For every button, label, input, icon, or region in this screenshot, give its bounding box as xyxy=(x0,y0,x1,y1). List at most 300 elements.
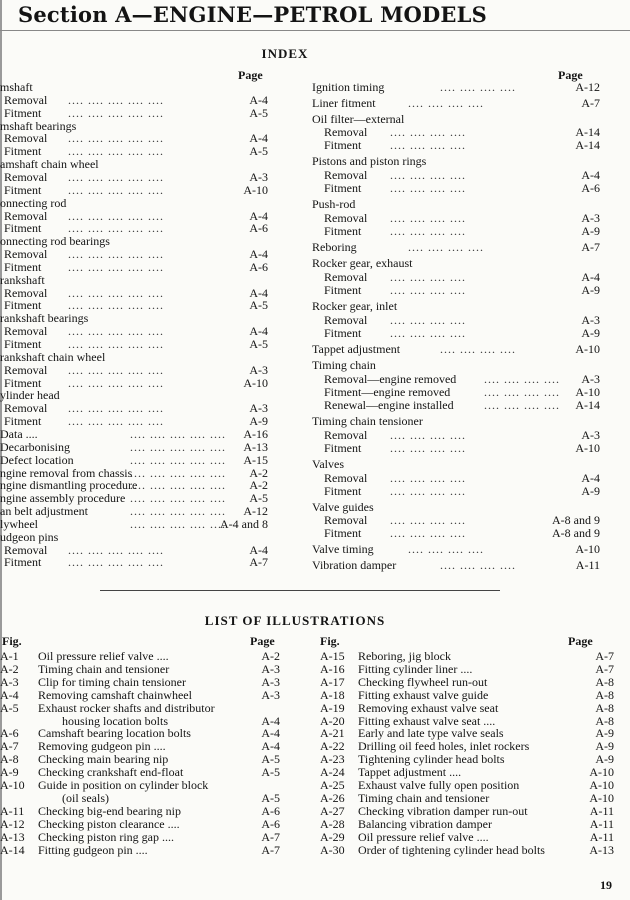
index-entry-label: Defect location xyxy=(0,452,74,467)
index-subentry-label: Fitment xyxy=(4,414,42,429)
illustration-page-ref: A-8 xyxy=(595,700,614,715)
index-page-ref: A-10 xyxy=(575,441,600,455)
illustration-title: housing location bolts xyxy=(62,713,168,728)
index-subentry-label: Fitment xyxy=(4,144,42,159)
index-subentry-label: Fitment xyxy=(4,298,42,313)
illustration-page-ref: A-2 xyxy=(261,649,280,663)
leader-dots: .... .... .... .... xyxy=(390,471,466,485)
index-page-ref: A-6 xyxy=(249,221,268,236)
leader-dots: .... .... .... .... xyxy=(390,313,466,327)
index-entry xyxy=(0,94,300,107)
index-page-ref: A-3 xyxy=(581,372,600,386)
index-entry xyxy=(308,415,608,428)
figure-number: A-25 xyxy=(320,778,345,792)
index-page-ref: A-9 xyxy=(581,224,600,238)
figure-number: A-13 xyxy=(0,829,25,844)
leader-dots: .... .... .... .... xyxy=(408,240,484,254)
index-page-label-left: Page xyxy=(238,68,263,82)
leader-dots: .... .... .... .... .... xyxy=(68,247,164,262)
leader-dots: .... .... .... .... xyxy=(390,125,466,139)
leader-dots: .... .... .... .... .... xyxy=(68,375,164,390)
index-page-ref: A-4 and 8 xyxy=(220,516,268,531)
index-subentry-label: Removal xyxy=(4,542,48,557)
illustration-entry xyxy=(318,663,618,675)
illustration-entry xyxy=(318,702,618,714)
index-subentry-label: Removal xyxy=(4,169,48,184)
index-subentry-label: Removal xyxy=(324,428,368,442)
illustration-page-ref: A-8 xyxy=(595,713,614,728)
figure-number: A-26 xyxy=(320,790,345,805)
illustration-entry xyxy=(0,663,300,675)
index-page-ref: A-3 xyxy=(581,428,600,442)
index-subentry-label: Fitment xyxy=(324,138,362,152)
illustration-entry xyxy=(318,740,618,752)
figure-number: A-27 xyxy=(320,803,345,818)
illustrations-right-column xyxy=(318,650,618,890)
illustration-title: Tappet adjustment .... xyxy=(358,765,462,780)
index-page-ref: A-4 xyxy=(249,542,268,557)
index-entry-label: Vibration damper xyxy=(312,558,397,572)
leader-dots: .... .... .... .... .... xyxy=(130,452,226,467)
index-left-column xyxy=(0,81,300,681)
figure-number: A-11 xyxy=(0,803,25,818)
illustration-entry xyxy=(318,727,618,739)
index-entry xyxy=(0,261,300,274)
index-entry xyxy=(308,257,608,270)
index-entry-label: Timing chain xyxy=(312,358,376,372)
illustration-title: Exhaust rocker shafts and distributor xyxy=(38,700,215,715)
illustration-page-ref: A-7 xyxy=(261,829,280,844)
index-page-ref: A-7 xyxy=(249,555,268,570)
illustration-entry xyxy=(318,831,618,843)
index-entry xyxy=(308,442,608,455)
figure-number: A-8 xyxy=(0,752,19,767)
index-subentry-label: Fitment xyxy=(4,221,42,236)
index-entry xyxy=(308,198,608,211)
leader-dots: .... .... .... .... xyxy=(390,224,466,238)
index-body xyxy=(0,81,630,581)
figure-number: A-16 xyxy=(320,661,345,676)
index-subentry-label: Removal xyxy=(4,401,48,416)
index-subentry-label: Removal xyxy=(4,247,48,262)
leader-dots: .... .... .... .... .... xyxy=(130,426,226,441)
illustration-title: Checking flywheel run-out xyxy=(358,674,488,689)
figure-number: A-22 xyxy=(320,739,345,754)
index-entry-label: mshaft xyxy=(0,80,33,94)
figure-number: A-3 xyxy=(0,674,19,689)
leader-dots: .... .... .... .... xyxy=(390,181,466,195)
fig-label-right: Fig. xyxy=(320,634,340,648)
illustration-entry xyxy=(0,727,300,739)
leader-dots: .... .... .... .... xyxy=(440,342,516,356)
index-entry-label: Tappet adjustment xyxy=(312,342,401,356)
index-entry xyxy=(308,284,608,297)
index-page-ref: A-10 xyxy=(243,182,268,197)
index-page-ref: A-3 xyxy=(249,401,268,416)
index-page-ref: A-11 xyxy=(575,558,600,572)
index-page-ref: A-9 xyxy=(249,414,268,429)
index-subentry-label: Fitment xyxy=(4,337,42,351)
leader-dots: .... .... .... .... xyxy=(390,283,466,297)
index-page-ref: A-10 xyxy=(243,375,268,390)
illustration-page-ref: A-11 xyxy=(589,803,614,818)
illustration-page-ref: A-7 xyxy=(595,661,614,676)
index-subentry-label: Removal xyxy=(4,285,48,300)
section-divider xyxy=(100,590,500,591)
index-entry-label: Decarbonising xyxy=(0,439,70,454)
index-page-ref: A-7 xyxy=(581,240,600,254)
index-page-ref: A-9 xyxy=(581,326,600,340)
leader-dots: .... .... .... .... xyxy=(408,542,484,556)
leader-dots: .... .... .... .... .... xyxy=(68,414,164,429)
index-page-ref: A-13 xyxy=(243,439,268,454)
index-entry xyxy=(308,543,608,556)
index-entry xyxy=(0,531,300,544)
index-entry xyxy=(308,97,608,110)
illustration-entry xyxy=(0,831,300,843)
illustration-page-ref: A-3 xyxy=(261,661,280,676)
index-page-ref: A-3 xyxy=(581,313,600,327)
leader-dots: .... .... .... .... .... xyxy=(68,169,164,184)
illustration-entry xyxy=(0,779,300,791)
leader-dots: .... .... .... .... xyxy=(390,484,466,498)
index-page-ref: A-5 xyxy=(249,144,268,159)
illustration-entry xyxy=(318,715,618,727)
index-page-ref: A-4 xyxy=(249,285,268,300)
index-entry-label: rankshaft bearings xyxy=(0,311,89,326)
leader-dots: .... .... .... .... xyxy=(484,398,560,412)
figure-number: A-24 xyxy=(320,765,345,780)
index-entry xyxy=(0,107,300,120)
illustration-page-ref: A-6 xyxy=(261,816,280,831)
illustration-entry xyxy=(0,805,300,817)
index-page-ref: A-4 xyxy=(249,208,268,223)
index-entry-label: Rocker gear, inlet xyxy=(312,299,398,313)
index-page-ref: A-4 xyxy=(249,131,268,146)
illustration-page-ref: A-5 xyxy=(261,752,280,767)
illustration-title: Guide in position on cylinder block xyxy=(38,778,209,792)
figure-number: A-5 xyxy=(0,700,19,715)
leader-dots: .... .... .... .... .... xyxy=(68,144,164,159)
index-page-ref: A-3 xyxy=(581,211,600,225)
leader-dots: .... .... .... .... .... xyxy=(130,478,226,493)
illustration-entry xyxy=(0,844,300,856)
figure-number: A-12 xyxy=(0,816,25,831)
leader-dots: .... .... .... .... .... xyxy=(68,92,164,107)
index-entry xyxy=(308,225,608,238)
index-entry-label: ngine assembly procedure xyxy=(0,491,126,506)
leader-dots: .... .... .... .... xyxy=(484,372,560,386)
index-entry xyxy=(0,351,300,364)
index-entry-label: ylinder head xyxy=(0,388,60,403)
leader-dots: .... .... .... .... .... xyxy=(68,298,164,313)
illustration-page-ref: A-4 xyxy=(261,713,280,728)
index-subentry-label: Fitment—engine removed xyxy=(324,385,451,399)
leader-dots: .... .... .... .... .... xyxy=(68,401,164,416)
index-entry-label: udgeon pins xyxy=(0,529,59,544)
index-right-column xyxy=(308,81,608,681)
figure-number: A-1 xyxy=(0,649,19,663)
illustration-entry xyxy=(0,689,300,701)
index-entry xyxy=(308,359,608,372)
section-title: Section A—ENGINE—PETROL MODELS xyxy=(18,2,487,27)
index-subentry-label: Removal xyxy=(324,270,368,284)
index-heading: INDEX xyxy=(261,46,309,61)
leader-dots: .... .... .... .... xyxy=(390,270,466,284)
index-subentry-label: Removal xyxy=(324,471,368,485)
index-page-ref: A-2 xyxy=(249,478,268,493)
index-page-ref: A-12 xyxy=(575,80,600,94)
figure-number: A-17 xyxy=(320,674,345,689)
illustration-title: Tightening cylinder head bolts xyxy=(358,752,505,767)
illustration-entry xyxy=(318,753,618,765)
leader-dots: .... .... .... .... .... xyxy=(68,542,164,557)
index-entry-label: Data .... xyxy=(0,426,38,441)
illustration-entry xyxy=(318,676,618,688)
index-entry xyxy=(308,241,608,254)
illustration-entry xyxy=(318,792,618,804)
index-entry xyxy=(308,485,608,498)
index-entry-label: Push-rod xyxy=(312,197,356,211)
illustration-entry xyxy=(318,818,618,830)
illustration-title: Early and late type valve seals xyxy=(358,726,504,741)
index-page-ref: A-5 xyxy=(249,298,268,313)
leader-dots: .... .... .... .... .... xyxy=(130,504,226,519)
index-page-ref: A-14 xyxy=(575,398,600,412)
illustration-title: Order of tightening cylinder head bolts xyxy=(358,842,545,857)
index-subentry-label: Fitment xyxy=(324,484,362,498)
figure-number: A-4 xyxy=(0,687,19,702)
figure-number: A-7 xyxy=(0,739,19,754)
illustration-title: Timing chain and tensioner xyxy=(38,661,170,676)
index-entry xyxy=(0,171,300,184)
index-entry xyxy=(0,441,300,454)
illustration-page-ref: A-9 xyxy=(595,726,614,741)
index-page-ref: A-4 xyxy=(249,247,268,262)
illustration-title: Clip for timing chain tensioner xyxy=(38,674,186,689)
index-subentry-label: Renewal—engine installed xyxy=(324,398,454,412)
illustration-page-ref: A-9 xyxy=(595,739,614,754)
index-subentry-label: Removal xyxy=(4,92,48,107)
leader-dots: .... .... .... .... .... xyxy=(130,491,226,506)
index-entry xyxy=(308,139,608,152)
index-entry-label: an belt adjustment xyxy=(0,504,88,519)
index-entry-label: ngine removal from chassis xyxy=(0,465,133,480)
illustrations-left-column xyxy=(0,650,300,890)
illustration-page-ref: A-7 xyxy=(261,842,280,857)
leader-dots: .... .... .... .... .... xyxy=(130,516,226,531)
index-subentry-label: Removal xyxy=(324,513,368,527)
index-entry-label: Oil filter—external xyxy=(312,112,405,126)
illustration-title: Oil pressure relief valve .... xyxy=(358,829,489,844)
title-underline xyxy=(0,30,630,31)
illustration-entry xyxy=(318,650,618,662)
illustration-page-ref: A-10 xyxy=(589,765,614,780)
index-page-ref: A-4 xyxy=(249,324,268,339)
index-entry xyxy=(0,518,300,531)
leader-dots: .... .... .... .... .... xyxy=(68,182,164,197)
index-entry xyxy=(0,274,300,287)
leader-dots: .... .... .... .... xyxy=(390,168,466,182)
index-subentry-label: Fitment xyxy=(4,259,42,274)
index-entry-label: Liner fitment xyxy=(312,96,376,110)
index-entry-label: rankshaft xyxy=(0,272,45,287)
index-subentry-label: Removal xyxy=(4,131,48,146)
illustration-title: Exhaust valve fully open position xyxy=(358,778,520,792)
illustration-title: Checking crankshaft end-float xyxy=(38,765,184,780)
index-entry xyxy=(0,197,300,210)
index-entry xyxy=(308,527,608,540)
leader-dots: .... .... .... .... xyxy=(390,326,466,340)
index-page-ref: A-7 xyxy=(581,96,600,110)
illustration-entry xyxy=(318,779,618,791)
index-entry-label: amshaft chain wheel xyxy=(0,157,99,172)
leader-dots: .... .... .... .... xyxy=(390,441,466,455)
index-entry xyxy=(0,364,300,377)
illustration-title: Reboring, jig block xyxy=(358,649,451,663)
index-entry-label: Valve guides xyxy=(312,500,374,514)
illustration-page-ref: A-4 xyxy=(261,726,280,741)
leader-dots: .... .... .... .... .... xyxy=(68,131,164,146)
illustration-entry xyxy=(318,689,618,701)
illustrations-heading: LIST OF ILLUSTRATIONS xyxy=(204,613,386,628)
index-entry xyxy=(308,343,608,356)
index-page-ref: A-6 xyxy=(249,259,268,274)
index-entry xyxy=(0,184,300,197)
illustration-entry xyxy=(0,753,300,765)
index-page-ref: A-16 xyxy=(243,426,268,441)
illustration-entry xyxy=(0,740,300,752)
illustration-entry xyxy=(0,792,300,804)
index-entry-label: lywheel xyxy=(0,516,38,531)
index-entry-label: Timing chain tensioner xyxy=(312,414,423,428)
leader-dots: .... .... .... .... xyxy=(390,211,466,225)
illustration-title: Removing exhaust valve seat xyxy=(358,700,499,715)
index-entry xyxy=(308,559,608,572)
index-entry-label: mshaft bearings xyxy=(0,118,77,133)
index-entry-label: onnecting rod xyxy=(0,195,67,210)
index-entry-label: rankshaft chain wheel xyxy=(0,349,106,364)
index-subentry-label: Removal xyxy=(324,125,368,139)
illustration-entry xyxy=(0,818,300,830)
index-entry xyxy=(308,155,608,168)
illustration-title: Checking piston clearance .... xyxy=(38,816,180,831)
leader-dots: .... .... .... .... .... xyxy=(68,208,164,223)
index-page-ref: A-9 xyxy=(581,484,600,498)
figure-number: A-14 xyxy=(0,842,25,857)
index-entry-label: Valve timing xyxy=(312,542,374,556)
illustration-page-ref: A-13 xyxy=(589,842,614,857)
illustration-title: Removing gudgeon pin .... xyxy=(38,739,166,754)
index-page-ref: A-9 xyxy=(581,283,600,297)
index-subentry-label: Fitment xyxy=(4,182,42,197)
illustration-page-ref: A-4 xyxy=(261,739,280,754)
index-subentry-label: Fitment xyxy=(4,375,42,390)
illustration-entry xyxy=(318,805,618,817)
index-entry-label: Reboring xyxy=(312,240,357,254)
leader-dots: .... .... .... .... xyxy=(440,80,516,94)
illustration-page-ref: A-8 xyxy=(595,674,614,689)
ill-page-label-left: Page xyxy=(250,634,275,648)
index-entry xyxy=(308,399,608,412)
index-page-ref: A-6 xyxy=(581,181,600,195)
figure-number: A-30 xyxy=(320,842,345,857)
index-entry xyxy=(0,454,300,467)
illustration-page-ref: A-9 xyxy=(595,752,614,767)
index-page-ref: A-5 xyxy=(249,491,268,506)
figure-number: A-18 xyxy=(320,687,345,702)
index-page-ref: A-10 xyxy=(575,385,600,399)
index-entry-label: Ignition timing xyxy=(312,80,385,94)
leader-dots: .... .... .... .... .... xyxy=(68,362,164,377)
leader-dots: .... .... .... .... xyxy=(408,96,484,110)
leader-dots: .... .... .... .... xyxy=(390,513,466,527)
index-subentry-label: Removal xyxy=(4,362,48,377)
ill-page-label-right: Page xyxy=(568,634,593,648)
index-page-ref: A-4 xyxy=(249,92,268,107)
index-entry xyxy=(0,428,300,441)
illustration-title: Fitting cylinder liner .... xyxy=(358,661,473,676)
index-page-ref: A-2 xyxy=(249,465,268,480)
illustration-page-ref: A-7 xyxy=(595,649,614,663)
index-page-ref: A-14 xyxy=(575,138,600,152)
leader-dots: .... .... .... .... .... xyxy=(68,285,164,300)
illustration-entry xyxy=(0,702,300,714)
index-entry-label: Valves xyxy=(312,457,344,471)
leader-dots: .... .... .... .... .... xyxy=(68,337,164,351)
illustration-title: Oil pressure relief valve .... xyxy=(38,649,169,663)
index-page-ref: A-15 xyxy=(243,452,268,467)
illustration-entry xyxy=(0,715,300,727)
index-page-ref: A-5 xyxy=(249,105,268,120)
index-entry xyxy=(308,327,608,340)
leader-dots: .... .... .... .... .... xyxy=(68,324,164,339)
index-page-ref: A-4 xyxy=(581,471,600,485)
index-subentry-label: Fitment xyxy=(324,181,362,195)
index-entry xyxy=(308,300,608,313)
index-subentry-label: Fitment xyxy=(324,526,362,540)
index-page-ref: A-14 xyxy=(575,125,600,139)
figure-number: A-10 xyxy=(0,778,25,792)
index-entry xyxy=(0,556,300,569)
illustration-title: Balancing vibration damper xyxy=(358,816,492,831)
illustration-title: Removing camshaft chainwheel xyxy=(38,687,192,702)
index-subentry-label: Removal—engine removed xyxy=(324,372,457,386)
index-subentry-label: Fitment xyxy=(324,283,362,297)
index-entry xyxy=(308,458,608,471)
index-page-ref: A-8 and 9 xyxy=(552,513,600,527)
illustration-page-ref: A-3 xyxy=(261,674,280,689)
figure-number: A-21 xyxy=(320,726,345,741)
illustration-page-ref: A-10 xyxy=(589,778,614,792)
leader-dots: .... .... .... .... xyxy=(390,526,466,540)
illustration-page-ref: A-11 xyxy=(589,816,614,831)
figure-number: A-20 xyxy=(320,713,345,728)
index-page-ref: A-3 xyxy=(249,362,268,377)
leader-dots: .... .... .... .... .... xyxy=(68,221,164,236)
illustration-page-ref: A-6 xyxy=(261,803,280,818)
index-entry-label: ngine dismantling procedure xyxy=(0,478,138,493)
leader-dots: .... .... .... .... .... xyxy=(68,555,164,570)
illustration-title: Camshaft bearing location bolts xyxy=(38,726,191,741)
index-page-ref: A-10 xyxy=(575,542,600,556)
illustration-page-ref: A-3 xyxy=(261,687,280,702)
illustration-page-ref: A-5 xyxy=(261,765,280,780)
fig-label-left: Fig. xyxy=(2,634,22,648)
leader-dots: .... .... .... .... xyxy=(390,428,466,442)
index-entry xyxy=(308,182,608,195)
index-page-ref: A-3 xyxy=(249,169,268,184)
